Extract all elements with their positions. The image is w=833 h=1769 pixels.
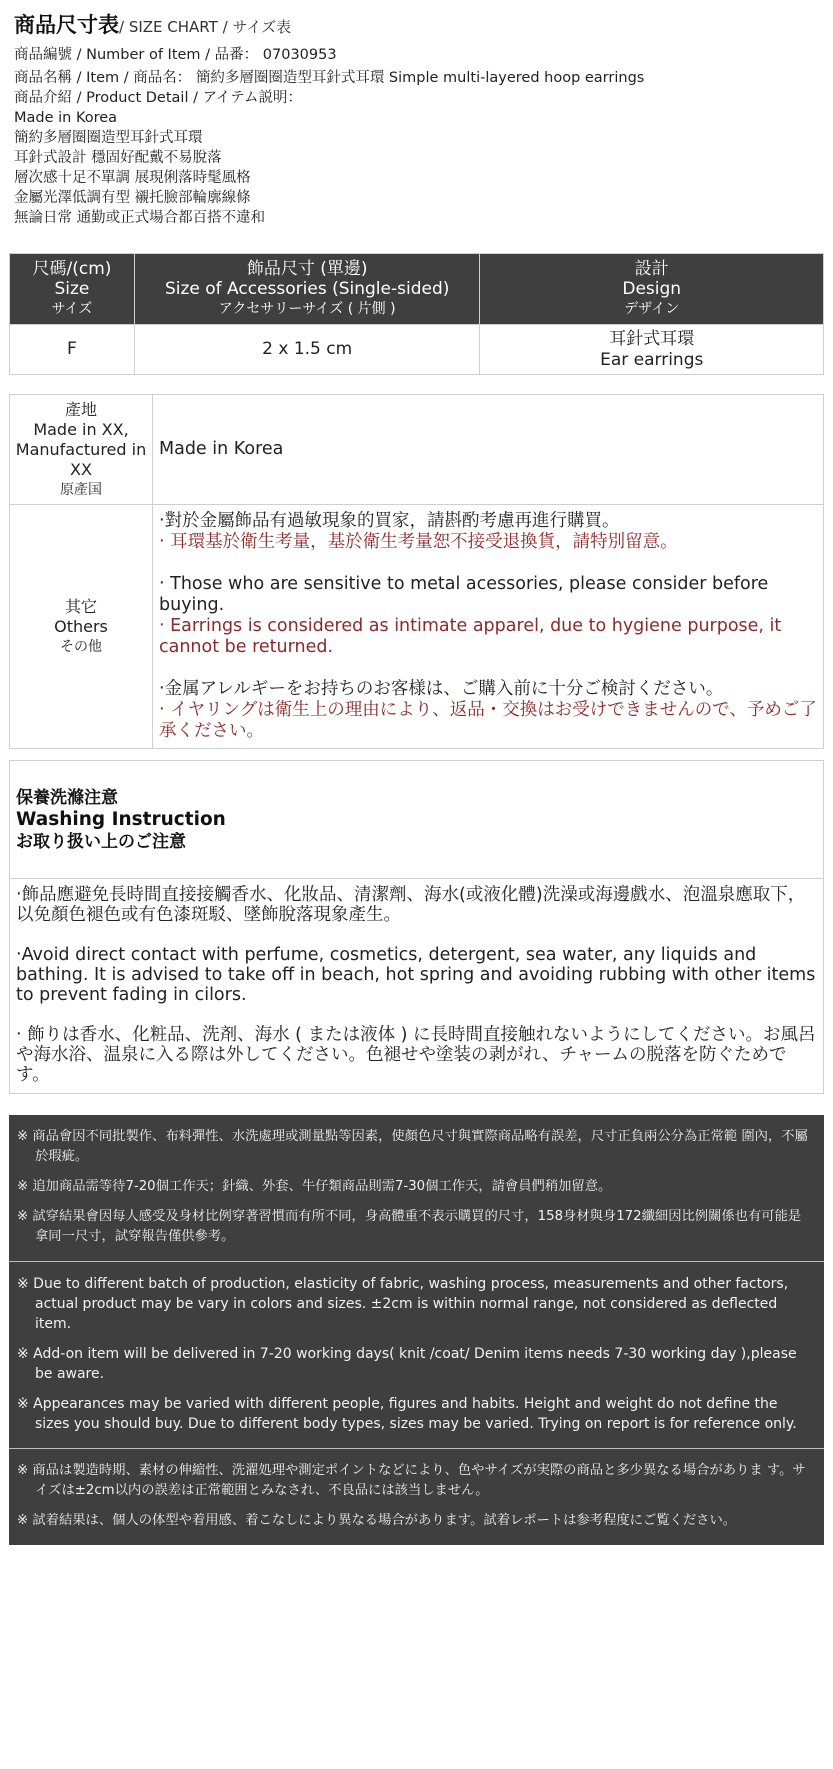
others-row [10, 505, 824, 749]
others-en-1: ‧ Those who are sensitive to metal acessories, please consider before buying. [159, 574, 769, 615]
others-label-zh: 其它 [64, 596, 97, 616]
origin-value: Made in Korea [153, 395, 824, 505]
product-header [14, 12, 814, 228]
design-zh: 耳針式耳環 [609, 328, 695, 349]
detail-line: 無論日常 通勤或正式場合都百搭不違和 [14, 210, 266, 226]
washing-title [10, 761, 823, 879]
table-row [10, 325, 824, 375]
others-zh-2: ‧ 耳環基於衛生考量，基於衛生考量恕不接受退換貨，請特別留意。 [159, 532, 678, 552]
page-title [14, 12, 814, 41]
cell-accessory-size: 2 x 1.5 cm [134, 325, 480, 375]
cell-design [480, 325, 824, 375]
origin-label-en: Made in XX, Manufactured in XX [15, 419, 147, 479]
detail-line: Made in Korea [14, 110, 118, 126]
note-item: ※ Appearances may be varied with different people, figures and habits. Height and weight do not define the sizes you should buy. Due to different body types, sizes may be varied. Trying on report is for reference only. [17, 1396, 797, 1432]
others-ja-2: ‧ イヤリングは衛生上の理由により、返品・交換はお受けできませんので、予めご了承ください。 [159, 700, 817, 741]
note-item: ※ 試穿結果會因每人感受及身材比例穿著習慣而有所不同，身高體重不表示購買的尺寸，158身材與身172纖細因比例關係也有可能是拿同一尺寸，試穿報告僅供參考。 [17, 1209, 802, 1244]
detail-line: 金屬光澤低調有型 襯托臉部輪廓線條 [14, 190, 251, 206]
note-item: ※ 商品は製造時期、素材の伸縮性、洗濯処理や測定ポイントなどにより、色やサイズが実際の商品と多少異なる場合がありま す。サイズは±2cm以内の誤差は正常範囲とみなされ、不良品には該当しません。 [17, 1463, 806, 1498]
washing-body [10, 879, 823, 1093]
title-sub: / SIZE CHART / サイズ表 [119, 18, 292, 36]
item-name: 商品名稱 / Item / 商品名： 簡約多層圈圈造型耳針式耳環 Simple multi-layered hoop earrings [14, 70, 645, 86]
notes-en [9, 1261, 824, 1448]
header-design-ja: デザイン [624, 301, 680, 317]
header-accessory-zh: 飾品尺寸 (單邊) [246, 259, 368, 279]
header-design-en: Design [622, 279, 682, 299]
header-accessory-en: Size of Accessories (Single-sided) [164, 279, 450, 299]
washing-text-en: ‧Avoid direct contact with perfume, cosmetics, detergent, sea water, any liquids and bathing. It is advised to take off in beach, hot spring and avoiding rubbing with other items to prevent fading in cilors. [16, 945, 816, 1005]
header-design-zh: 設計 [634, 259, 669, 279]
note-item: ※ Due to different batch of production, elasticity of fabric, washing process, measurements and other factors, actual product may be vary in colors and sizes. ±2cm is within normal range, not considered as deflected item. [17, 1276, 789, 1332]
note-item: ※ 商品會因不同批製作、布料彈性、水洗處理或測量點等因素，使顏色尺寸與實際商品略有誤差，尺寸正負兩公分為正常範 圍內，不屬於瑕疵。 [17, 1129, 808, 1164]
notes-box [9, 1115, 824, 1545]
info-table [9, 394, 824, 749]
header-size-zh: 尺碼/(cm) [32, 259, 112, 279]
size-table-header [10, 254, 824, 325]
size-table [9, 253, 824, 375]
note-item: ※ 試着結果は、個人の体型や着用感、着こなしにより異なる場合があります。試着レポートは参考程度にご覧ください。 [17, 1513, 737, 1528]
others-label-ja: その他 [60, 638, 102, 655]
washing-text-ja: ‧ 飾りは香水、化粧品、洗剤、海水 ( または液体 ) に長時間直接触れないようにしてください。お風呂や海水浴、温泉に入る際は外してください。色褪せや塗装の剥がれ、チャームの脱落を防ぐためです。 [16, 1025, 816, 1085]
detail-heading: 商品介紹 / Product Detail / アイテム説明： [14, 90, 303, 106]
others-label-en: Others [54, 616, 108, 636]
others-zh-1: ‧對於金屬飾品有過敏現象的買家，請斟酌考慮再進行購買。 [159, 511, 620, 531]
header-accessory-ja: アクセサリーサイズ ( 片側 ) [218, 301, 396, 317]
origin-label [10, 395, 153, 505]
item-number: 商品編號 / Number of Item / 品番： 07030953 [14, 47, 337, 63]
notes-zh [9, 1115, 824, 1261]
title-main: 商品尺寸表 [14, 13, 119, 37]
others-en-2: ‧ Earrings is considered as intimate apparel, due to hygiene purpose, it cannot be returned. [159, 616, 782, 657]
origin-label-zh: 產地 [64, 399, 97, 419]
notes-ja [9, 1448, 824, 1545]
detail-line: 簡約多層圈圈造型耳針式耳環 [14, 130, 203, 146]
header-size-en: Size [54, 279, 90, 299]
washing-instruction [9, 760, 824, 1094]
washing-title-zh: 保養洗滌注意 [16, 788, 118, 808]
others-label [10, 505, 153, 749]
cell-size: F [10, 325, 135, 375]
header-design [480, 254, 824, 325]
others-value [153, 505, 824, 749]
note-item: ※ 追加商品需等待7-20個工作天；針織、外套、牛仔類商品則需7-30個工作天，請會員們稍加留意。 [17, 1179, 612, 1194]
header-accessory-size [134, 254, 480, 325]
washing-title-en: Washing Instruction [16, 809, 226, 830]
header-size-ja: サイズ [51, 301, 93, 317]
origin-label-ja: 原產国 [60, 481, 102, 498]
detail-line: 耳針式設計 穩固好配戴不易脫落 [14, 150, 222, 166]
washing-text-zh: ‧飾品應避免長時間直接接觸香水、化妝品、清潔劑、海水(或液化體)洗澡或海邊戲水、泡溫泉應取下，以免顏色褪色或有色漆斑駁、墜飾脫落現象產生。 [16, 885, 806, 925]
design-en: Ear earrings [600, 349, 704, 370]
detail-line: 層次感十足不單調 展現俐落時髦風格 [14, 170, 251, 186]
origin-row [10, 395, 824, 505]
note-item: ※ Add-on item will be delivered in 7-20 working days( knit /coat/ Denim items needs 7-30 working day ),please be aware. [17, 1346, 797, 1382]
washing-title-ja: お取り扱い上のご注意 [16, 832, 186, 852]
header-size [10, 254, 135, 325]
others-ja-1: ‧金属アレルギーをお持ちのお客様は、ご購入前に十分ご検討ください。 [159, 679, 724, 699]
